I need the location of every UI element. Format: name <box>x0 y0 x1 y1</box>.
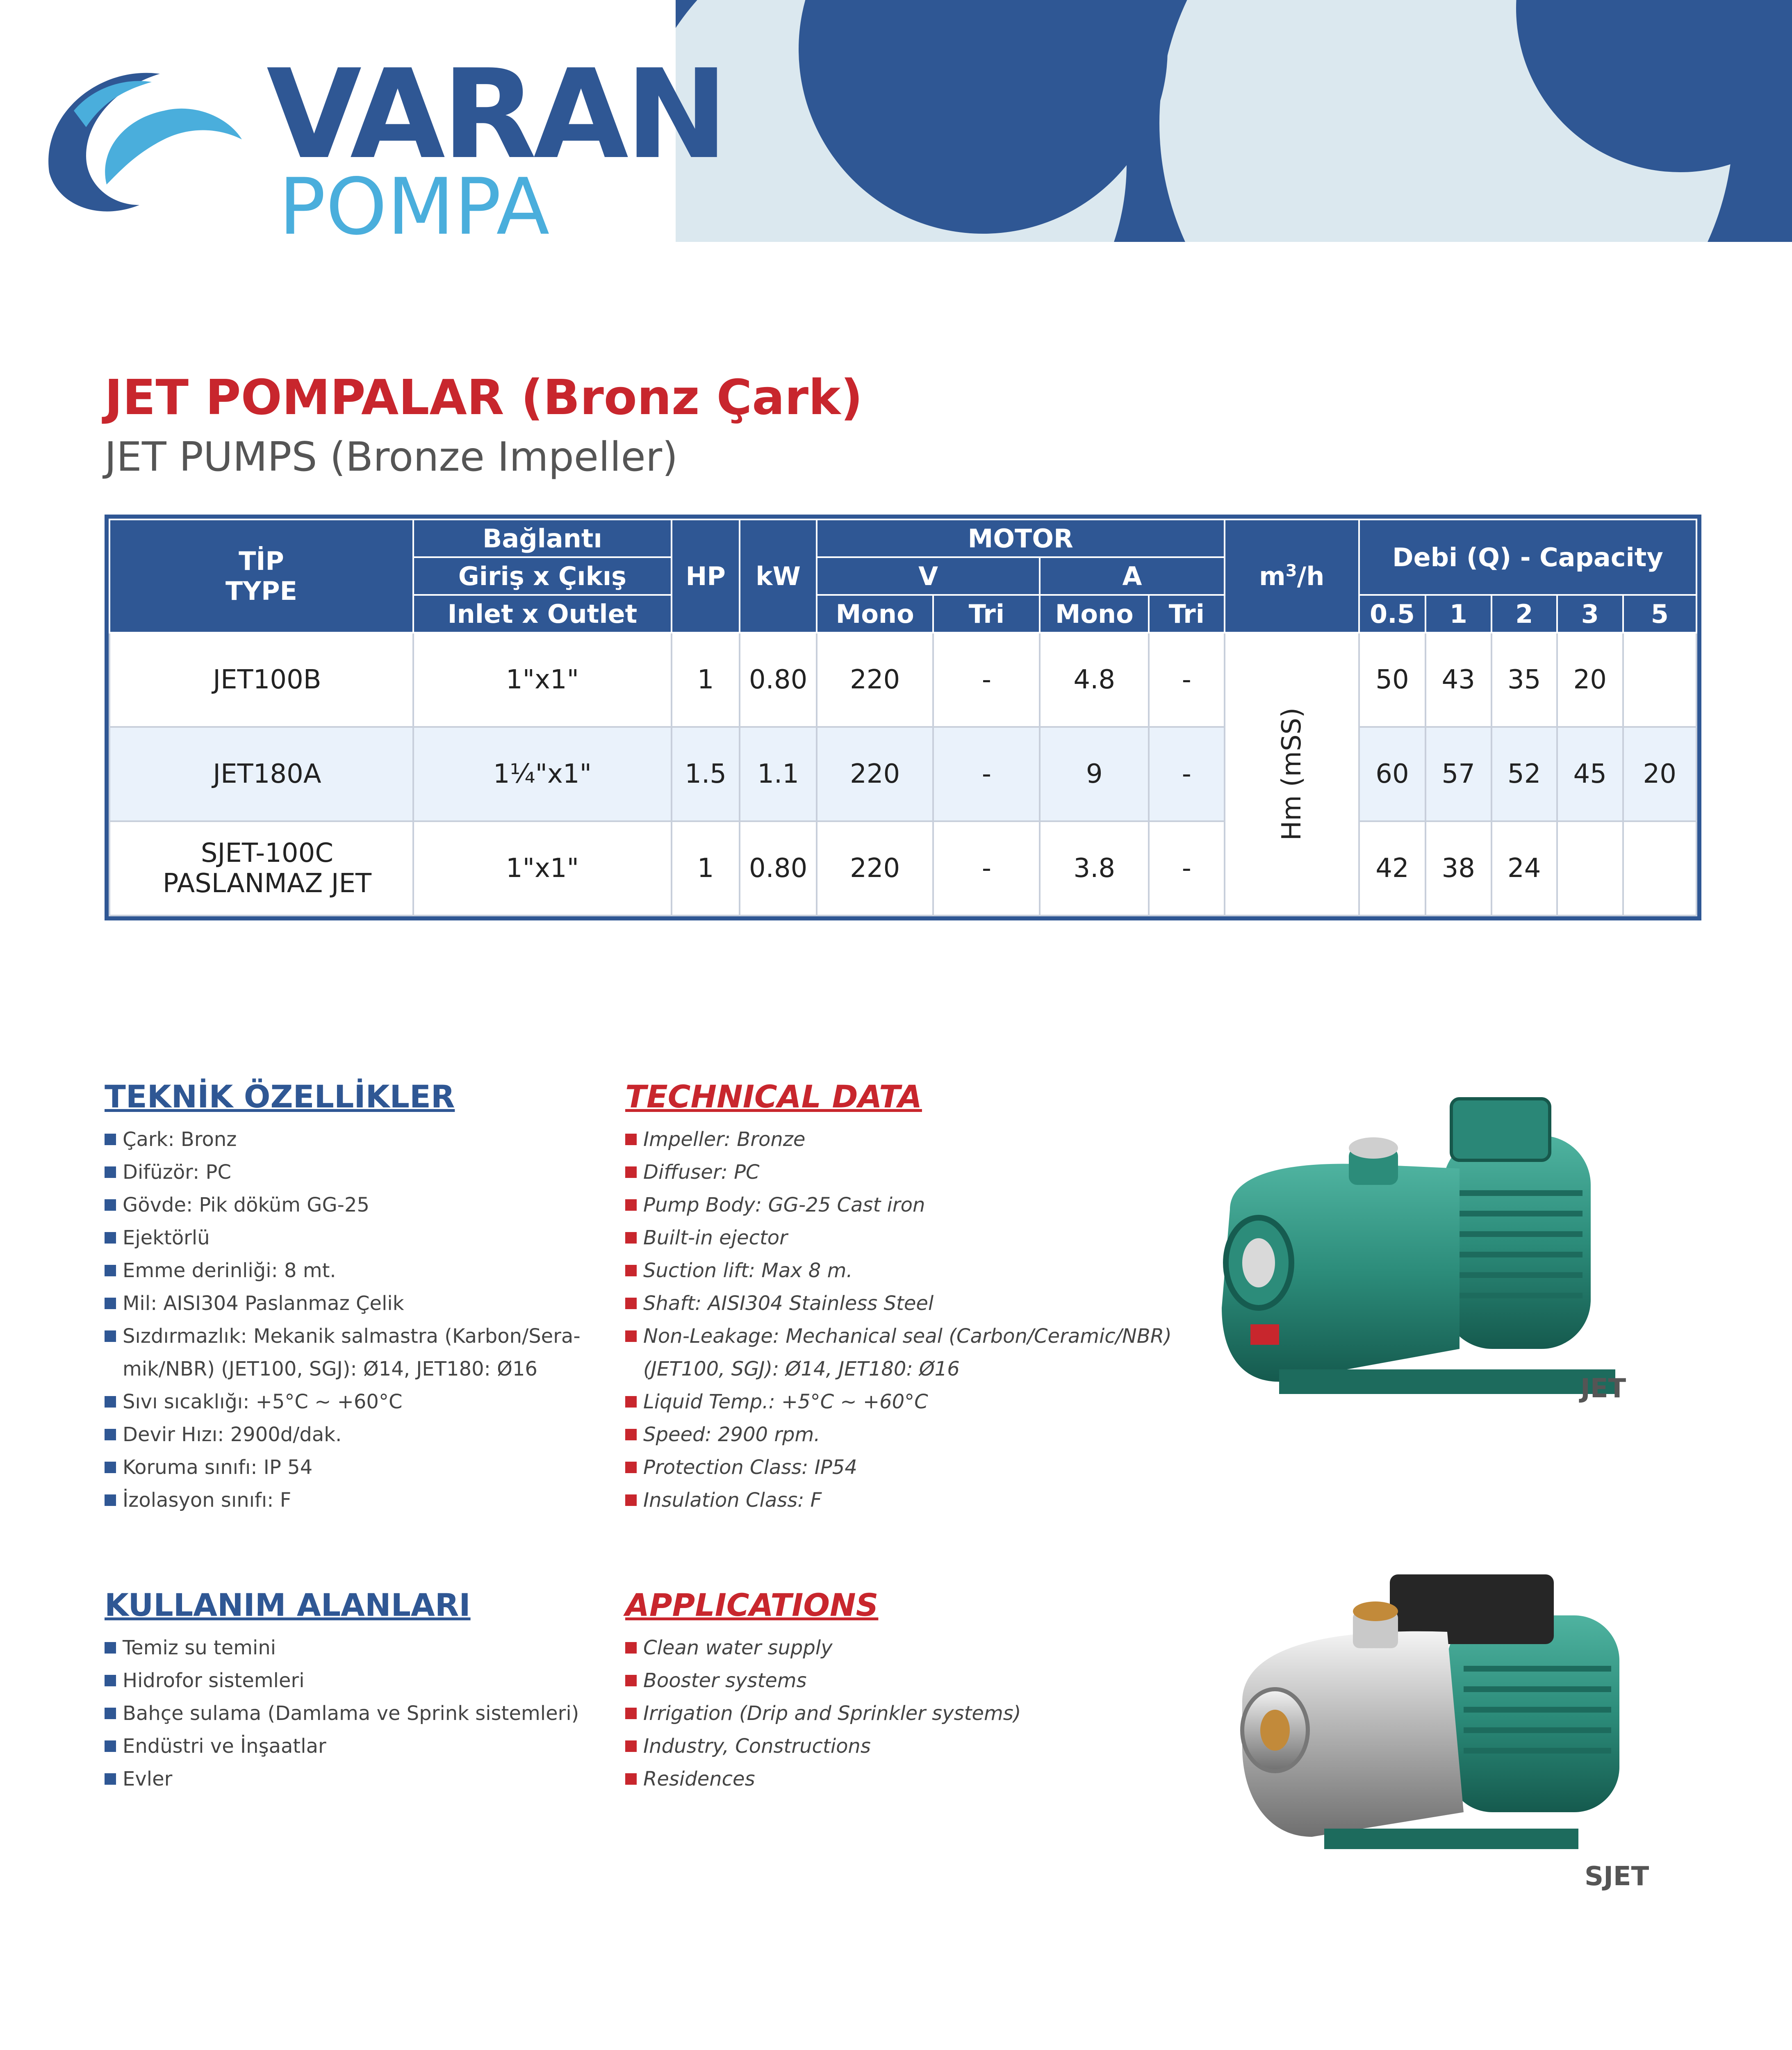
col-conn-header-1: Bağlantı <box>413 519 672 557</box>
usage-tr-heading: KULLANIM ALANLARI <box>105 1587 471 1623</box>
tech-en-section <box>625 1078 1191 1517</box>
list-item: Sızdırmazlık: Mekanik salmastra (Karbon/Sera-mik/NBR) (JET100, SGJ): Ø14, JET180: Ø16 <box>105 1320 597 1385</box>
list-item: Evler <box>105 1763 597 1795</box>
col-flow-unit-header: $m^3/h$ <box>1225 519 1359 633</box>
spec-table <box>105 515 1701 920</box>
v-mono-cell: 220 <box>817 727 934 821</box>
cap-cell: 45 <box>1557 727 1623 821</box>
v-tri-cell: - <box>933 633 1040 727</box>
kw-cell: 0.80 <box>740 821 817 916</box>
list-item: Liquid Temp.: +5°C ~ +60°C <box>625 1385 1191 1418</box>
logo-swirl-icon <box>25 49 254 234</box>
usage-en-heading: APPLICATIONS <box>625 1587 879 1623</box>
list-item: Devir Hızı: 2900d/dak. <box>105 1418 597 1451</box>
motor-header: MOTOR <box>817 519 1225 557</box>
list-item: Industry, Constructions <box>625 1730 1191 1763</box>
hp-cell: 1.5 <box>672 727 740 821</box>
brand-name-bottom: POMPA <box>279 162 550 252</box>
list-item: Difüzör: PC <box>105 1156 597 1189</box>
cap-col-header: 2 <box>1491 595 1557 633</box>
list-item: Ejektörlü <box>105 1221 597 1254</box>
a-tri-header: Tri <box>1149 595 1224 633</box>
tech-tr-heading: TEKNİK ÖZELLİKLER <box>105 1078 455 1115</box>
conn-cell: 1"x1" <box>413 633 672 727</box>
list-item: Shaft: AISI304 Stainless Steel <box>625 1287 1191 1320</box>
conn-cell: 1"x1" <box>413 821 672 916</box>
list-item: Mil: AISI304 Paslanmaz Çelik <box>105 1287 597 1320</box>
a-mono-cell: 9 <box>1040 727 1149 821</box>
tech-tr-section <box>105 1078 597 1517</box>
jet-pump-image <box>1197 1086 1689 1476</box>
cap-cell <box>1557 821 1623 916</box>
tech-en-list <box>625 1123 1191 1517</box>
usage-tr-section <box>105 1587 597 1795</box>
list-item: Sıvı sıcaklığı: +5°C ~ +60°C <box>105 1385 597 1418</box>
v-mono-cell: 220 <box>817 633 934 727</box>
page-title: JET POMPALAR (Bronz Çark) <box>105 369 863 426</box>
v-mono-cell: 220 <box>817 821 934 916</box>
list-item: Insulation Class: F <box>625 1484 1191 1517</box>
list-item: Gövde: Pik döküm GG-25 <box>105 1189 597 1221</box>
list-item: Diffuser: PC <box>625 1156 1191 1189</box>
list-item: Hidrofor sistemleri <box>105 1664 597 1697</box>
list-item: Koruma sınıfı: IP 54 <box>105 1451 597 1484</box>
col-conn-header-3: Inlet x Outlet <box>413 595 672 633</box>
table-row <box>109 821 1696 916</box>
a-mono-header: Mono <box>1040 595 1149 633</box>
list-item: Residences <box>625 1763 1191 1795</box>
type-cell: JET180A <box>109 727 413 821</box>
a-mono-cell: 4.8 <box>1040 633 1149 727</box>
cap-cell: 52 <box>1491 727 1557 821</box>
v-mono-header: Mono <box>817 595 934 633</box>
capacity-header: Debi (Q) - Capacity <box>1359 519 1696 595</box>
cap-cell: 42 <box>1359 821 1425 916</box>
cap-col-header: 0.5 <box>1359 595 1425 633</box>
v-tri-header: Tri <box>933 595 1040 633</box>
a-tri-cell: - <box>1149 633 1224 727</box>
cap-cell: 38 <box>1425 821 1491 916</box>
list-item: Booster systems <box>625 1664 1191 1697</box>
col-hp-header: HP <box>672 519 740 633</box>
v-tri-cell: - <box>933 821 1040 916</box>
ampere-header: A <box>1040 557 1224 595</box>
list-item: Built-in ejector <box>625 1221 1191 1254</box>
a-mono-cell: 3.8 <box>1040 821 1149 916</box>
list-item: Non-Leakage: Mechanical seal (Carbon/Ceramic/NBR) (JET100, SGJ): Ø14, JET180: Ø16 <box>625 1320 1191 1385</box>
usage-en-section <box>625 1587 1191 1795</box>
table-row <box>109 633 1696 727</box>
cap-cell <box>1623 633 1696 727</box>
list-item: İzolasyon sınıfı: F <box>105 1484 597 1517</box>
cap-col-header: 1 <box>1425 595 1491 633</box>
hp-cell: 1 <box>672 633 740 727</box>
header-band <box>676 0 1792 242</box>
brand-name-top: VARAN <box>266 43 725 186</box>
cap-cell: 50 <box>1359 633 1425 727</box>
cap-cell: 57 <box>1425 727 1491 821</box>
cap-cell: 20 <box>1623 727 1696 821</box>
tech-en-heading: TECHNICAL DATA <box>625 1078 922 1115</box>
kw-cell: 0.80 <box>740 633 817 727</box>
usage-en-list <box>625 1631 1191 1795</box>
list-item: Çark: Bronz <box>105 1123 597 1156</box>
list-item: Irrigation (Drip and Sprinkler systems) <box>625 1697 1191 1730</box>
list-item: Endüstri ve İnşaatlar <box>105 1730 597 1763</box>
cap-cell: 24 <box>1491 821 1557 916</box>
cap-cell: 35 <box>1491 633 1557 727</box>
jet-pump-label: JET <box>1580 1374 1626 1404</box>
list-item: Speed: 2900 rpm. <box>625 1418 1191 1451</box>
cap-cell: 60 <box>1359 727 1425 821</box>
voltage-header: V <box>817 557 1040 595</box>
list-item: Pump Body: GG-25 Cast iron <box>625 1189 1191 1221</box>
cap-cell <box>1623 821 1696 916</box>
kw-cell: 1.1 <box>740 727 817 821</box>
list-item: Clean water supply <box>625 1631 1191 1664</box>
conn-cell: 1¼"x1" <box>413 727 672 821</box>
a-tri-cell: - <box>1149 727 1224 821</box>
list-item: Bahçe sulama (Damlama ve Sprink sistemleri) <box>105 1697 597 1730</box>
table-row <box>109 727 1696 821</box>
list-item: Suction lift: Max 8 m. <box>625 1254 1191 1287</box>
page-subtitle: JET PUMPS (Bronze Impeller) <box>105 434 678 481</box>
a-tri-cell: - <box>1149 821 1224 916</box>
cap-cell: 43 <box>1425 633 1491 727</box>
type-cell: JET100B <box>109 633 413 727</box>
cap-col-header: 5 <box>1623 595 1696 633</box>
type-cell: SJET-100C PASLANMAZ JET <box>109 821 413 916</box>
list-item: Emme derinliği: 8 mt. <box>105 1254 597 1287</box>
cap-col-header: 3 <box>1557 595 1623 633</box>
hp-cell: 1 <box>672 821 740 916</box>
col-conn-header-2: Giriş x Çıkış <box>413 557 672 595</box>
usage-tr-list <box>105 1631 597 1795</box>
list-item: Temiz su temini <box>105 1631 597 1664</box>
col-kw-header: kW <box>740 519 817 633</box>
list-item: Protection Class: IP54 <box>625 1451 1191 1484</box>
list-item: Impeller: Bronze <box>625 1123 1191 1156</box>
head-unit-cell: Hm (mSS) <box>1225 633 1359 916</box>
cap-cell: 20 <box>1557 633 1623 727</box>
v-tri-cell: - <box>933 727 1040 821</box>
sjet-pump-label: SJET <box>1585 1861 1649 1892</box>
col-type-header: TİP TYPE <box>109 519 413 633</box>
tech-tr-list <box>105 1123 597 1517</box>
